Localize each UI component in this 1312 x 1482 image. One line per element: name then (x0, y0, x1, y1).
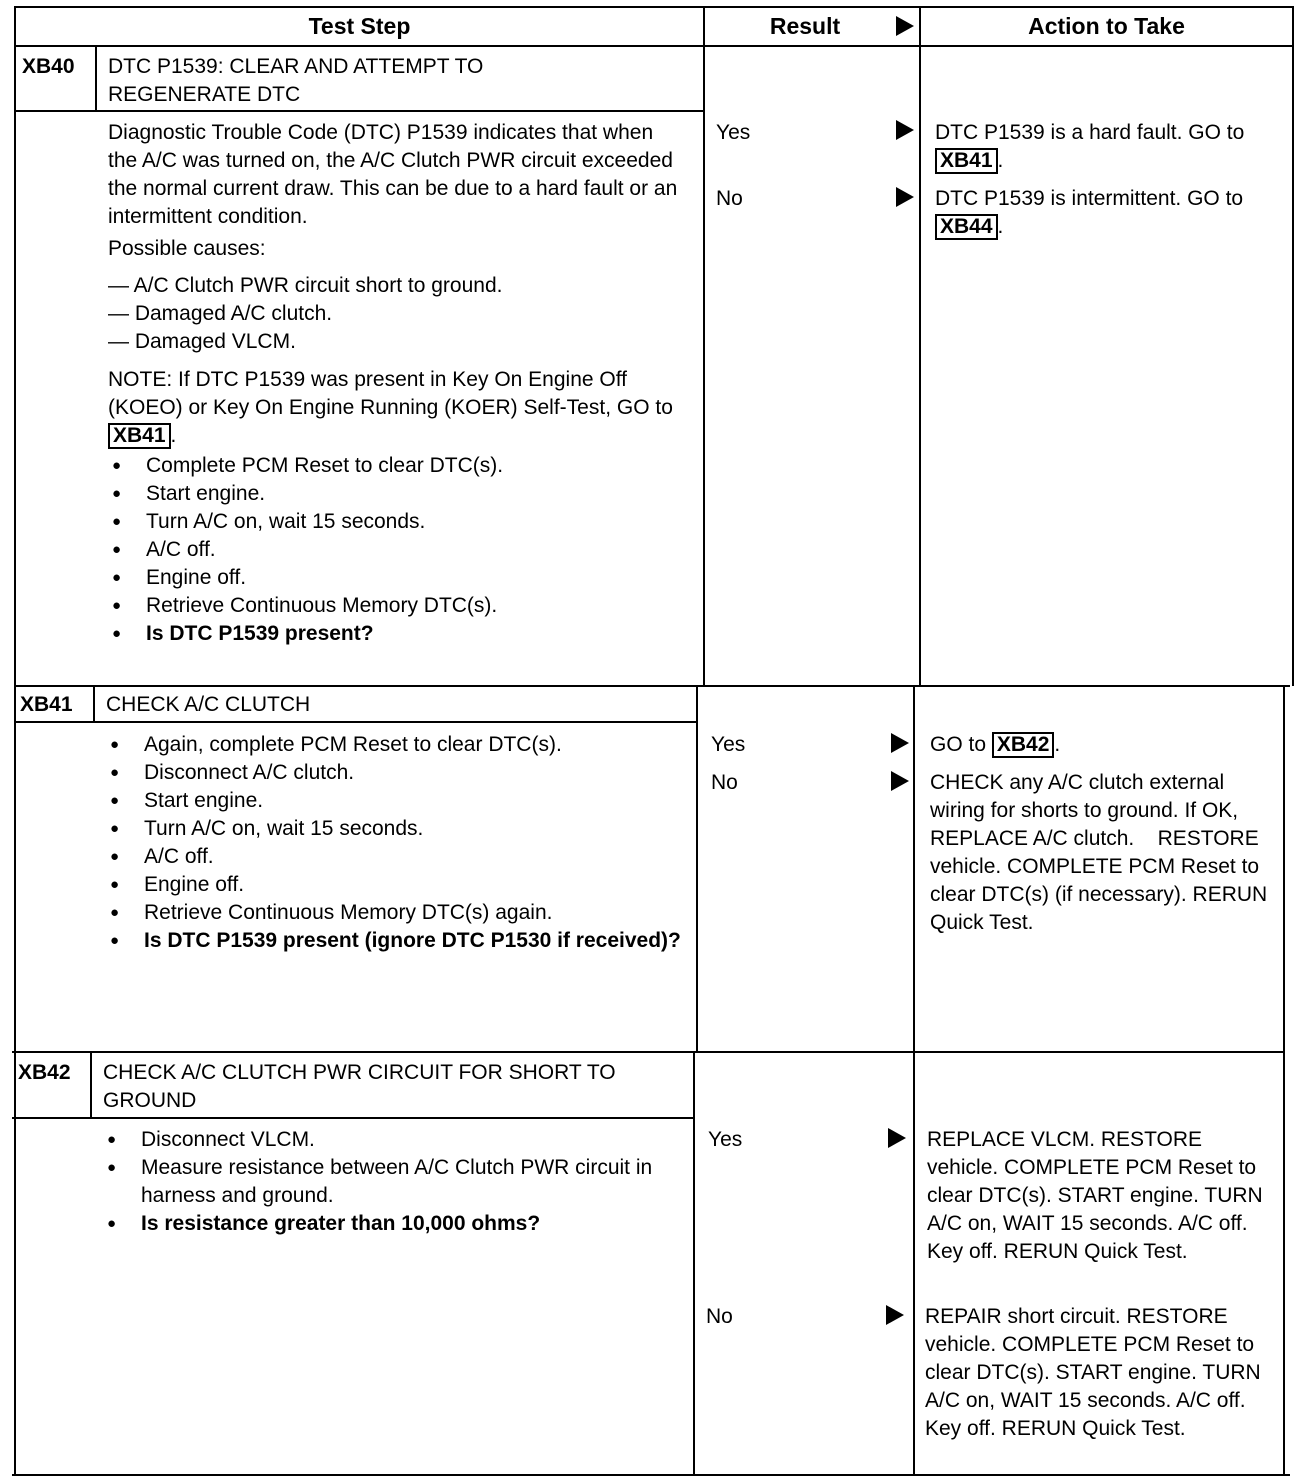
step-id: XB41 (20, 693, 73, 716)
list-item: ● Disconnect A/C clutch. (106, 759, 686, 787)
result-arrow-icon (891, 733, 909, 753)
step-bullet-list (106, 731, 686, 955)
list-item: ● Disconnect VLCM. (103, 1126, 678, 1154)
list-item: ● Start engine. (106, 787, 686, 815)
result-col-left-2 (696, 686, 698, 1052)
result-arrow-icon (896, 187, 914, 207)
step-paragraph: Diagnostic Trouble Code (DTC) P1539 indicates that when the A/C was turned on, the A/C Clutch PWR circuit exceeded the normal current draw. This can be due to a hard fault or an intermittent condition. (108, 121, 678, 228)
list-item: ● A/C off. (108, 536, 683, 564)
step-question: ● Is resistance greater than 10,000 ohms? (103, 1210, 678, 1238)
result-arrow-icon (891, 771, 909, 791)
xb40-id-divider (95, 46, 97, 111)
xb40-bottom-border (14, 685, 1290, 687)
xb41-bottom-border (12, 1051, 1284, 1053)
step-body (108, 119, 683, 648)
list-item: ● Retrieve Continuous Memory DTC(s). (108, 592, 683, 620)
step-title: DTC P1539: CLEAR AND ATTEMPT TO REGENERATE DTC (108, 55, 484, 106)
step-body (103, 1126, 678, 1238)
table-bottom-border (12, 1474, 1290, 1476)
step-question: ● Is DTC P1539 present (ignore DTC P1530 if received)? (106, 927, 686, 955)
cause-item: — Damaged A/C clutch. (108, 302, 333, 325)
action-yes: REPLACE VLCM. RESTORE vehicle. COMPLETE PCM Reset to clear DTC(s). START engine. TURN A/C on, WAIT 15 seconds. A/C off. Key off. RERUN Quick Test. (927, 1128, 1263, 1263)
list-item: ● Engine off. (106, 871, 686, 899)
step-body (106, 731, 686, 955)
header-test-step: Test Step (308, 12, 411, 39)
result-arrow-icon (896, 120, 914, 140)
result-yes: Yes (708, 1128, 743, 1151)
action-yes: GO to XB42 . (930, 733, 1061, 756)
step-reference: XB41 (108, 423, 171, 449)
result-no: No (711, 771, 738, 794)
action-yes: DTC P1539 is a hard fault. GO to XB41 . (935, 121, 1245, 172)
step-bullet-list (108, 452, 683, 648)
xb42-title-bottom (12, 1117, 695, 1119)
header-arrow-icon (896, 16, 914, 36)
list-item: ● Measure resistance between A/C Clutch PWR circuit in harness and ground. (103, 1154, 678, 1210)
list-item: ● Again, complete PCM Reset to clear DTC(s). (106, 731, 686, 759)
cause-item: — Damaged VLCM. (108, 330, 296, 353)
result-yes: Yes (711, 733, 746, 756)
header-action: Action to Take (1028, 12, 1185, 39)
result-yes: Yes (716, 121, 751, 144)
note-end: . (170, 424, 177, 447)
result-arrow-icon (886, 1305, 904, 1325)
action-reference: XB42 (992, 732, 1055, 758)
list-item: ● Start engine. (108, 480, 683, 508)
result-no: No (716, 187, 743, 210)
result-arrow-icon (888, 1128, 906, 1148)
table-right-border (1292, 6, 1294, 686)
list-item: ● Engine off. (108, 564, 683, 592)
action-col-left-1 (919, 6, 921, 686)
header-result: Result (769, 12, 841, 39)
xb41-title-bottom (14, 721, 697, 723)
step-title: CHECK A/C CLUTCH (106, 693, 311, 716)
step-question: ● Is DTC P1539 present? (108, 620, 683, 648)
action-reference: XB41 (935, 148, 998, 174)
action-col-left-2 (913, 686, 915, 1052)
list-item: ● Turn A/C on, wait 15 seconds. (108, 508, 683, 536)
list-item: ● Complete PCM Reset to clear DTC(s). (108, 452, 683, 480)
action-no: REPAIR short circuit. RESTORE vehicle. COMPLETE PCM Reset to clear DTC(s). START engine. TURN A/C on, WAIT 15 seconds. A/C off. Key off. RERUN Quick Test. (925, 1305, 1261, 1440)
result-col-left-3 (693, 1052, 695, 1476)
xb40-title-bottom (14, 110, 704, 112)
action-no: DTC P1539 is intermittent. GO to XB44 . (935, 187, 1244, 238)
step-title: CHECK A/C CLUTCH PWR CIRCUIT FOR SHORT TO GROUND (103, 1061, 616, 1112)
step-id: XB42 (18, 1061, 71, 1084)
table-left-border (14, 6, 16, 1476)
cause-item: — A/C Clutch PWR circuit short to ground. (108, 274, 503, 297)
step-paragraph: Possible causes: (108, 237, 266, 260)
action-reference: XB44 (935, 214, 998, 240)
table-right-border-lower (1283, 686, 1285, 1476)
list-item: ● Turn A/C on, wait 15 seconds. (106, 815, 686, 843)
list-item: ● A/C off. (106, 843, 686, 871)
step-id: XB40 (22, 55, 75, 78)
action-col-left-3 (913, 1052, 915, 1476)
result-col-left-1 (703, 6, 705, 686)
action-no: CHECK any A/C clutch external wiring for shorts to ground. If OK, REPLACE A/C clutch. RESTORE vehicle. COMPLETE PCM Reset to clear DTC(s) (if necessary). RERUN Quick Test. (930, 771, 1274, 934)
list-item: ● Retrieve Continuous Memory DTC(s) again. (106, 899, 686, 927)
step-note (108, 366, 683, 450)
xb42-id-divider (90, 1052, 92, 1118)
result-no: No (706, 1305, 733, 1328)
note-text: NOTE: If DTC P1539 was present in Key On Engine Off (KOEO) or Key On Engine Running (KOER) Self-Test, GO to (108, 368, 673, 419)
step-bullet-list (103, 1126, 678, 1238)
xb41-id-divider (93, 686, 95, 722)
